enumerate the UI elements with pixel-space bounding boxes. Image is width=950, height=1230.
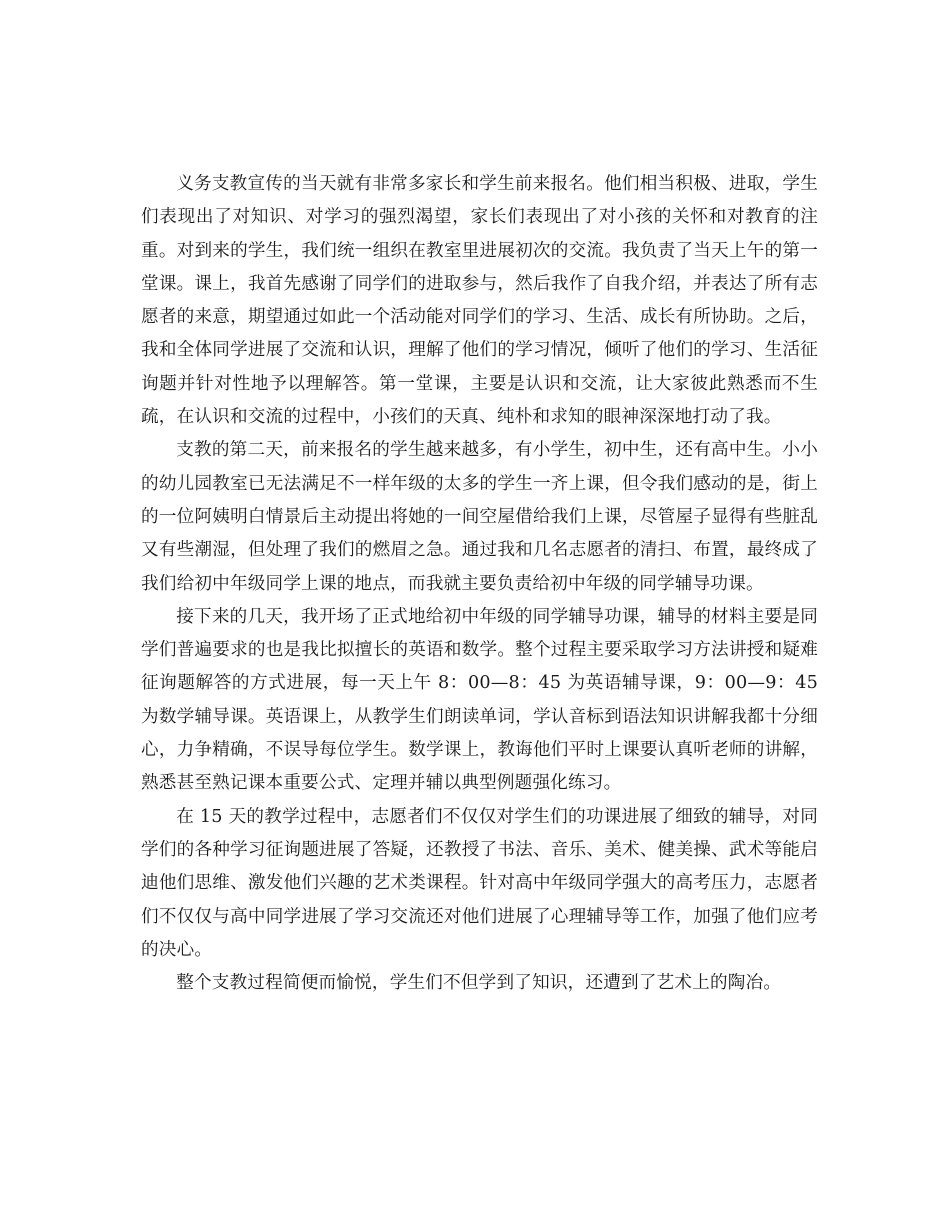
paragraph-4: 在 15 天的教学过程中，志愿者们不仅仅对学生们的功课进展了细致的辅导，对同学们的各种学习征询题进展了答疑，还教授了书法、音乐、美术、健美操、武术等能启迪他们思维、激发他们兴趣的艺术类课程。针对高中年级同学强大的高考压力，志愿者们不仅仅与高中同学进展了学习交流还对他们进展了心理辅导等工作，加强了他们应考的决心。 — [141, 806, 818, 960]
paragraph-2: 支教的第二天，前来报名的学生越来越多，有小学生，初中生，还有高中生。小小的幼儿园教室已无法满足不一样年级的太多的学生一齐上课，但令我们感动的是，街上的一位阿姨明白情景后主动提出将她的一间空屋借给我们上课，尽管屋子显得有些脏乱又有些潮湿，但处理了我们的燃眉之急。通过我和几名志愿者的清扫、布置，最终成了我们给初中年级同学上课的地点，而我就主要负责给初中年级的同学辅导功课。 — [141, 440, 818, 594]
document-body — [141, 168, 818, 1000]
paragraph-3: 接下来的几天，我开场了正式地给初中年级的同学辅导功课，辅导的材料主要是同学们普遍要求的也是我比拟擅长的英语和数学。整个过程主要采取学习方法讲授和疑难征询题解答的方式进展，每一天上午 8：00—8：45 为英语辅导课，9：00—9：45 为数学辅导课。英语课上，从教学生们朗读单词，学认音标到语法知识讲解我都十分细心，力争精确，不误导每位学生。数学课上，教诲他们平时上课要认真听老师的讲解，熟悉甚至熟记课本重要公式、定理并辅以典型例题强化练习。 — [141, 606, 818, 794]
paragraph-5: 整个支教过程简便而愉悦，学生们不但学到了知识，还遭到了艺术上的陶冶。 — [176, 973, 782, 994]
paragraph-1: 义务支教宣传的当天就有非常多家长和学生前来报名。他们相当积极、进取，学生们表现出了对知识、对学习的强烈渴望，家长们表现出了对小孩的关怀和对教育的注重。对到来的学生，我们统一组织在教室里进展初次的交流。我负责了当天上午的第一堂课。课上，我首先感谢了同学们的进取参与，然后我作了自我介绍，并表达了所有志愿者的来意，期望通过如此一个活动能对同学们的学习、生活、成长有所协助。之后，我和全体同学进展了交流和认识，理解了他们的学习情况，倾听了他们的学习、生活征询题并针对性地予以理解答。第一堂课，主要是认识和交流，让大家彼此熟悉而不生疏，在认识和交流的过程中，小孩们的天真、纯朴和求知的眼神深深地打动了我。 — [141, 174, 818, 428]
